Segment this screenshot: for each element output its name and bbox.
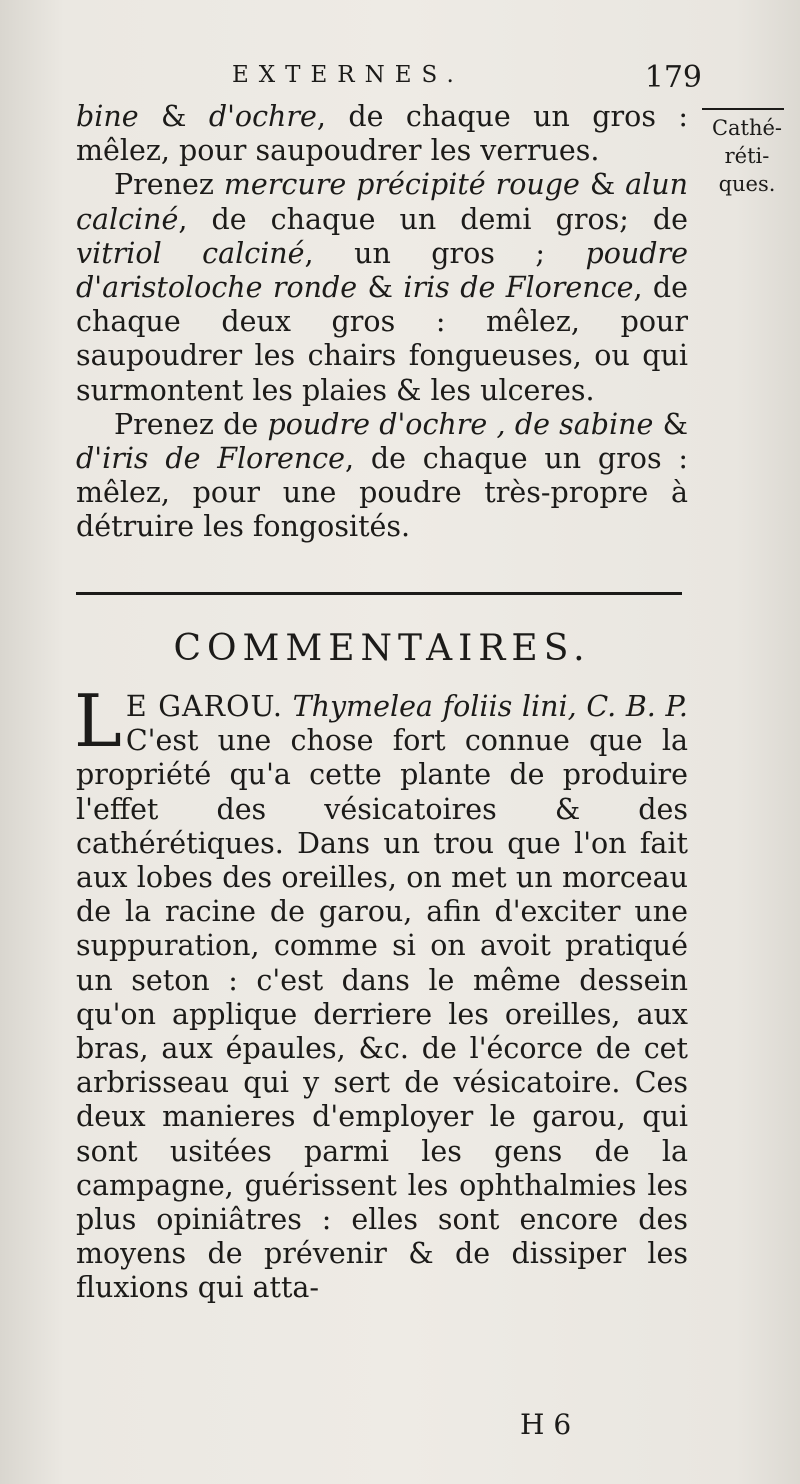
text-run: Prenez xyxy=(114,168,224,202)
margin-note-line: ques. xyxy=(718,172,776,196)
running-title: EXTERNES. xyxy=(232,62,464,88)
page-header xyxy=(232,62,702,102)
italic-text: bine xyxy=(76,100,139,133)
italic-text: d'iris de Florence xyxy=(76,442,346,476)
paragraph xyxy=(76,100,688,168)
italic-text: mercure précipité rouge xyxy=(223,168,580,202)
paragraph xyxy=(76,408,688,545)
text-run: , de chaque deux gros : mêlez, pour saupoudrer les chairs fongueuses, ou qui surmontent les plaies & les ulceres. xyxy=(76,271,689,407)
section-divider xyxy=(76,592,682,595)
paragraph xyxy=(76,168,688,407)
margin-note-line: réti- xyxy=(724,144,770,168)
italic-text: vitriol calciné xyxy=(76,236,305,270)
lead-smallcaps: E GAROU. xyxy=(125,690,283,723)
italic-text: d'ochre xyxy=(208,100,317,133)
text-run: , de chaque un demi gros; de xyxy=(178,202,688,236)
section-title: COMMENTAIRES. xyxy=(173,628,591,669)
italic-text: poudre d'ochre , de sabine xyxy=(267,407,654,441)
text-run: , de chaque un gros : mêlez, pour une poudre très-propre à détruire les fongosités. xyxy=(76,442,688,544)
italic-text: iris de Florence xyxy=(403,271,634,305)
text-run: Prenez de xyxy=(114,407,268,441)
text-run: & xyxy=(579,168,626,202)
text-run: , de chaque un gros : mêlez, pour saupoudrer les verrues. xyxy=(76,100,688,168)
margin-rule xyxy=(702,108,784,110)
commentary-text xyxy=(74,679,688,1306)
margin-note xyxy=(694,108,800,198)
italic-text: alun calciné xyxy=(76,168,688,236)
text-run: & xyxy=(138,100,209,133)
italic-text: poudre d'aristoloche ronde xyxy=(76,236,689,305)
commentary-body: C'est une chose fort connue que la propriété qu'a cette plante de produire l'effet des vésicatoires & des cathérétiques. Dans un trou que l'on fait aux lobes des oreilles, on met un morceau de la racine de garou, afin d'exciter une suppuration, comme si on avoit pratiqué un seton : c'est dans le même dessein qu'on applique derriere les oreilles, aux bras, aux épaules, &c. de l'écorce de cet arbrisseau qui y sert de vésicatoire. Ces deux manieres d'employer le garou, qui sont usitées parmi les gens de la campagne, guérissent les ophthalmies les plus opiniâtres : elles sont encore des moyens de prévenir & de dissiper les fluxions qui atta- xyxy=(76,724,688,1305)
text-run: & xyxy=(357,271,404,305)
recipe-text xyxy=(76,100,688,545)
page-number: 179 xyxy=(644,60,702,95)
catchword: H 6 xyxy=(520,1408,572,1441)
latin-name: Thymelea foliis lini, C. B. P. xyxy=(292,690,688,723)
text-run: , un gros ; xyxy=(304,236,586,270)
commentary-paragraph xyxy=(74,679,688,1306)
text-run: & xyxy=(653,407,688,441)
margin-note-line: Cathé- xyxy=(711,116,783,140)
drop-cap: L xyxy=(74,679,122,763)
